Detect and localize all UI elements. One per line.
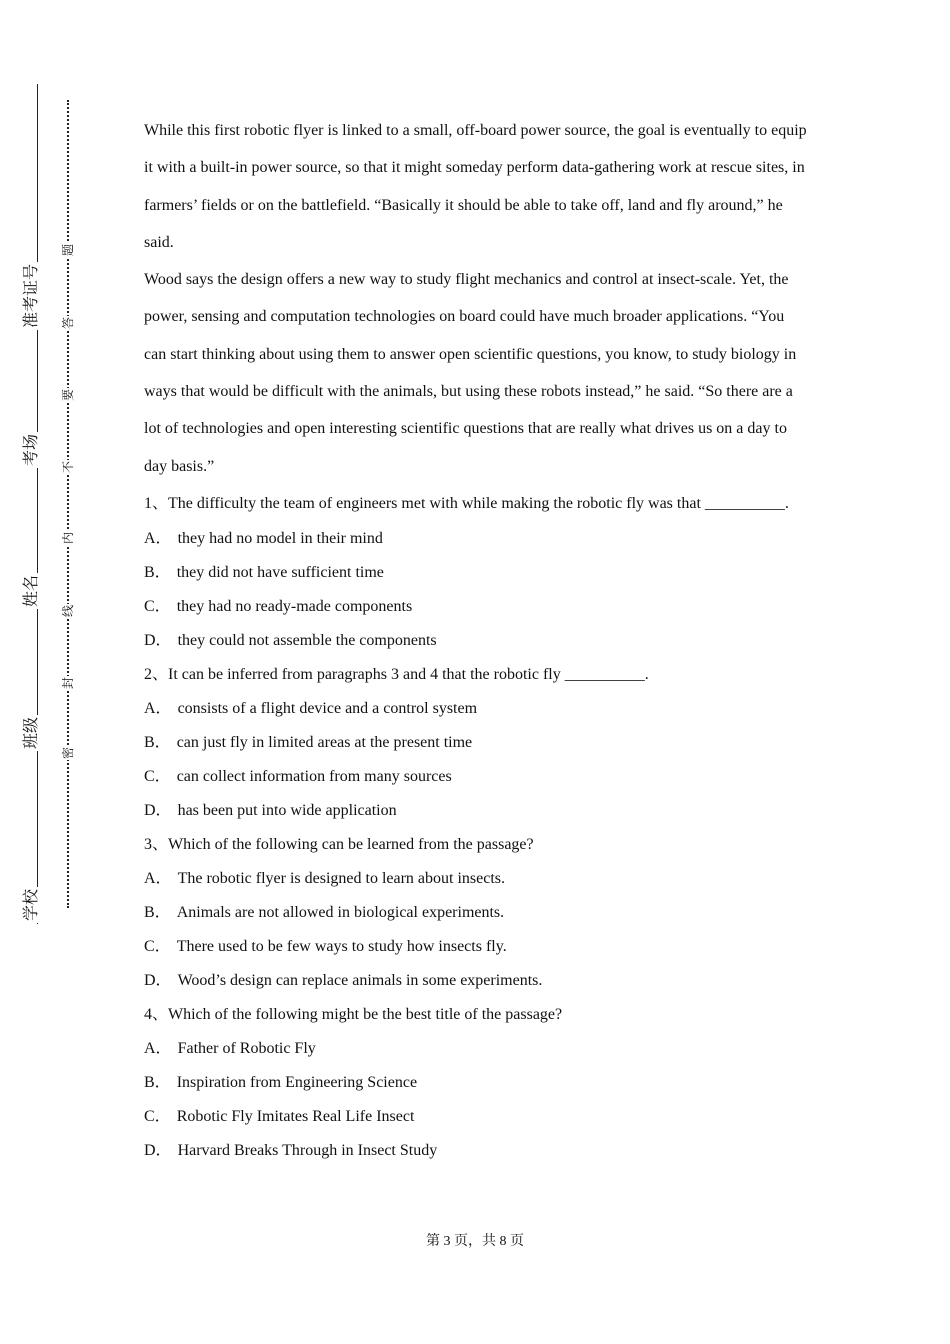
seal-char: 不 (61, 460, 76, 474)
seal-char: 线 (61, 604, 76, 618)
seal-char: 要 (61, 388, 76, 402)
option-d: D． has been put into wide application (144, 802, 397, 820)
question-1 (144, 485, 809, 659)
seal-char: 答 (61, 316, 76, 330)
question-2 (144, 658, 809, 828)
question-3 (144, 828, 809, 998)
seal-char: 密 (61, 746, 76, 760)
label-class: 班级 (23, 716, 41, 750)
label-school: 学校 (23, 888, 41, 922)
question-stem: 1、The difficulty the team of engineers met with while making the robotic fly was that __________. (144, 494, 789, 512)
seal-char: 封 (61, 676, 76, 690)
question-stem: 4、Which of the following might be the best title of the passage? (144, 1006, 563, 1024)
seal-char: 内 (61, 531, 76, 545)
option-c: C． Robotic Fly Imitates Real Life Insect (144, 1108, 415, 1126)
seal-char: 题 (61, 243, 76, 257)
binding-solid-line (37, 84, 38, 924)
option-a: A． Father of Robotic Fly (144, 1040, 316, 1058)
option-a: A． they had no model in their mind (144, 530, 383, 548)
option-d: D． they could not assemble the components (144, 632, 437, 650)
passage-paragraph: Wood says the design offers a new way to study flight mechanics and control at insect-scale. Yet, the power, sensing and computation technologies on board could have much broader applications. “You can start thinking about using them to answer open scientific questions, you know, to study biology in ways that would be difficult with the animals, but using these robots instead,” he said. “So there are a lot of technologies and open interesting scientific questions that are really what drives us on a day to day basis.” (144, 271, 797, 475)
page-content (144, 112, 809, 1168)
option-b: B． Inspiration from Engineering Science (144, 1074, 418, 1092)
label-name: 姓名 (23, 574, 41, 608)
option-d: D． Wood’s design can replace animals in some experiments. (144, 972, 543, 990)
option-a: A． The robotic flyer is designed to learn about insects. (144, 870, 506, 888)
question-stem: 2、It can be inferred from paragraphs 3 and 4 that the robotic fly __________. (144, 666, 649, 684)
label-admission-number: 准考证号 (23, 263, 41, 329)
option-a: A． consists of a flight device and a control system (144, 700, 478, 718)
seal-dotted-line (67, 100, 69, 908)
passage-paragraph: While this first robotic flyer is linked to a small, off-board power source, the goal is eventually to equip it with a built-in power source, so that it might someday perform data-gathering work at rescue sites, in farmers’ fields or on the battlefield. “Basically it should be able to take off, land and fly around,” he said. (144, 122, 807, 251)
question-4 (144, 998, 809, 1168)
option-b: B． can just fly in limited areas at the present time (144, 734, 473, 752)
option-d: D． Harvard Breaks Through in Insect Study (144, 1142, 438, 1160)
option-b: B． Animals are not allowed in biological experiments. (144, 904, 505, 922)
option-b: B． they did not have sufficient time (144, 564, 384, 582)
page-number: 第 3 页，共 8 页 (426, 1234, 524, 1249)
option-c: C． can collect information from many sources (144, 768, 452, 786)
question-stem: 3、Which of the following can be learned from the passage? (144, 836, 534, 854)
option-c: C． There used to be few ways to study how insects fly. (144, 938, 507, 956)
option-c: C． they had no ready-made components (144, 598, 413, 616)
label-exam-room: 考场 (23, 433, 41, 467)
